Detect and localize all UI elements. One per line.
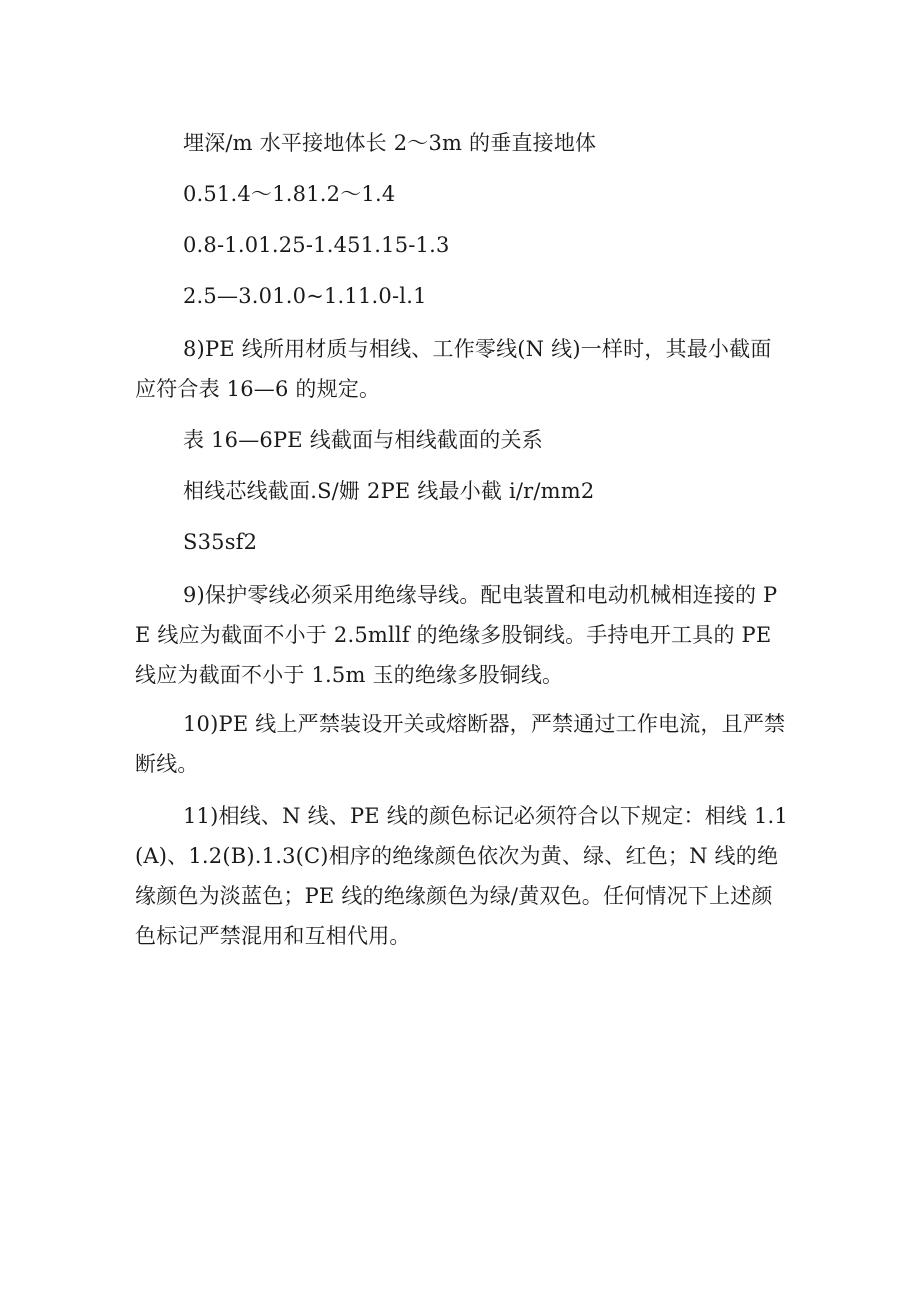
table-row: 0.8-1.01.25-1.451.15-1.3 bbox=[183, 233, 450, 257]
table-header-line: 埋深/m 水平接地体长 2～3m 的垂直接地体 bbox=[183, 131, 597, 155]
table-row: 0.51.4～1.81.2～1.4 bbox=[183, 182, 396, 206]
paragraph-11: 11)相线、N 线、PE 线的颜色标记必须符合以下规定：相线 1.1(A)、1.2(B).1.3(C)相序的绝缘颜色依次为黄、绿、红色；N 线的绝缘颜色为淡蓝色；PE 线的绝缘颜色为绿/黄双色。任何情况下上述颜色标记严禁混用和互相代用。 bbox=[135, 804, 788, 948]
table-16-6-header: 相线芯线截面.S/姗 2PE 线最小截 i/r/mm2 bbox=[183, 479, 595, 503]
paragraph-10: 10)PE 线上严禁装设开关或熔断器，严禁通过工作电流，且严禁断线。 bbox=[135, 712, 786, 776]
paragraph-8: 8)PE 线所用材质与相线、工作零线(N 线)一样时，其最小截面应符合表 16—6 的规定。 bbox=[135, 337, 772, 401]
table-row: 2.5—3.01.0~1.11.0-l.1 bbox=[183, 284, 427, 308]
paragraph-9: 9)保护零线必须采用绝缘导线。配电装置和电动机械相连接的 PE 线应为截面不小于 2.5mllf 的绝缘多股铜线。手持电开工具的 PE 线应为截面不小于 1.5m 玉的绝缘多股铜线。 bbox=[135, 583, 778, 687]
table-16-6-title: 表 16—6PE 线截面与相线截面的关系 bbox=[183, 428, 543, 452]
table-16-6-row: S35sf2 bbox=[183, 530, 258, 554]
